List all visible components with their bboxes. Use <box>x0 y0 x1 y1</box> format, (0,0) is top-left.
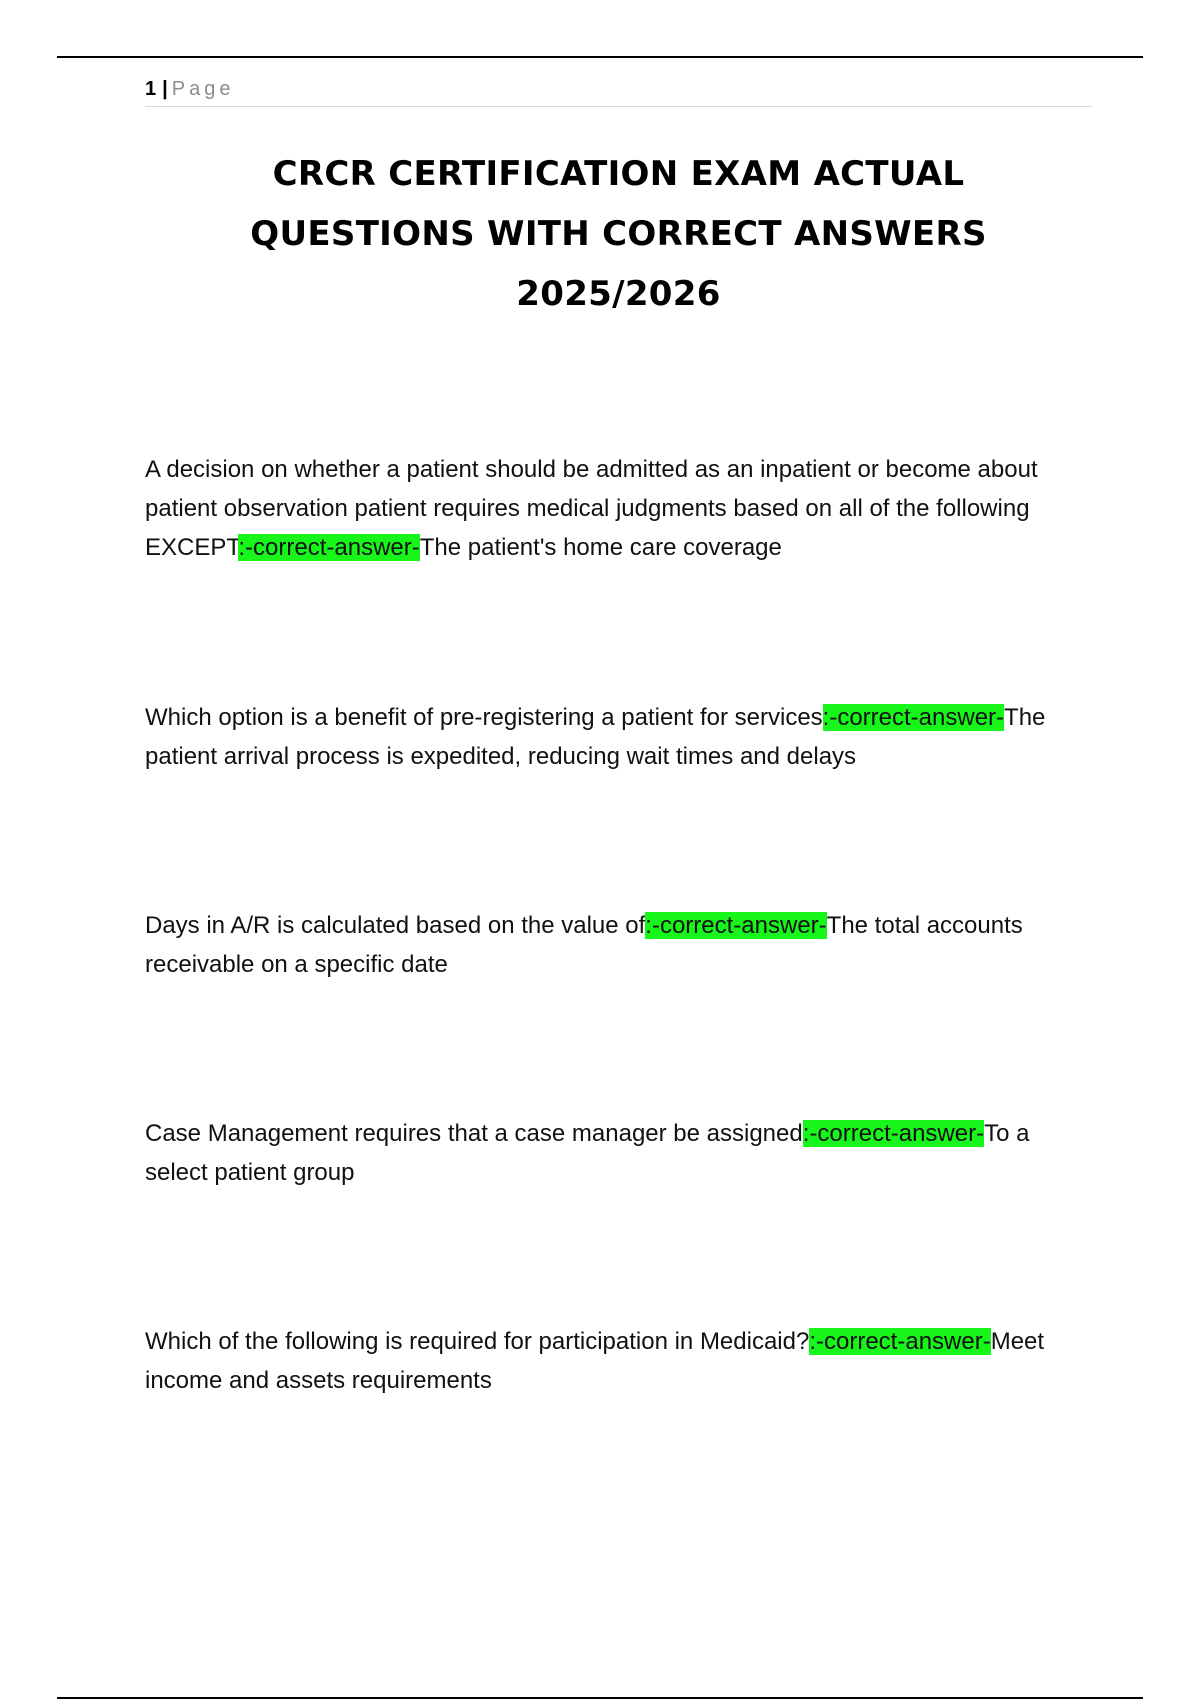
answer-text: The patient's home care coverage <box>419 534 782 561</box>
page-separator: | <box>162 78 168 100</box>
title-line-1: CRCR CERTIFICATION EXAM ACTUAL <box>272 154 965 194</box>
correct-answer-marker: :-correct-answer- <box>802 1120 985 1147</box>
correct-answer-marker: :-correct-answer- <box>645 912 827 939</box>
title-line-2: QUESTIONS WITH CORRECT ANSWERS <box>250 214 987 254</box>
title-line-3: 2025/2026 <box>516 274 721 314</box>
question-text: Which of the following is required for participation in Medicaid? <box>145 1328 810 1355</box>
qa-item <box>145 1114 1095 1192</box>
top-rule <box>57 56 1143 58</box>
correct-answer-marker: :-correct-answer- <box>822 704 1005 731</box>
question-text: A decision on whether a patient should be admitted as an inpatient or become about patient observation patient requires medical judgments based on all of the following EXCEPT <box>145 456 1038 561</box>
page-label: Page <box>171 78 235 100</box>
qa-item <box>145 698 1095 776</box>
question-text: Case Management requires that a case manager be assigned <box>145 1120 803 1147</box>
qa-item <box>145 1322 1095 1400</box>
bottom-rule <box>57 1697 1143 1699</box>
page-number: 1 <box>145 78 157 100</box>
page-header <box>145 76 1092 107</box>
answer-text: The total accounts receivable on a specific date <box>145 912 1023 978</box>
answer-text: The patient arrival process is expedited, reducing wait times and delays <box>145 704 1046 770</box>
answer-text: Meet income and assets requirements <box>145 1328 1045 1394</box>
question-text: Which option is a benefit of pre-registering a patient for services <box>145 704 823 731</box>
qa-item <box>145 450 1095 567</box>
answer-text: To a select patient group <box>145 1120 1030 1186</box>
correct-answer-marker: :-correct-answer- <box>238 534 420 561</box>
correct-answer-marker: :-correct-answer- <box>809 1328 991 1355</box>
document-title <box>145 144 1092 324</box>
qa-item <box>145 906 1095 984</box>
question-text: Days in A/R is calculated based on the value of <box>145 912 646 939</box>
